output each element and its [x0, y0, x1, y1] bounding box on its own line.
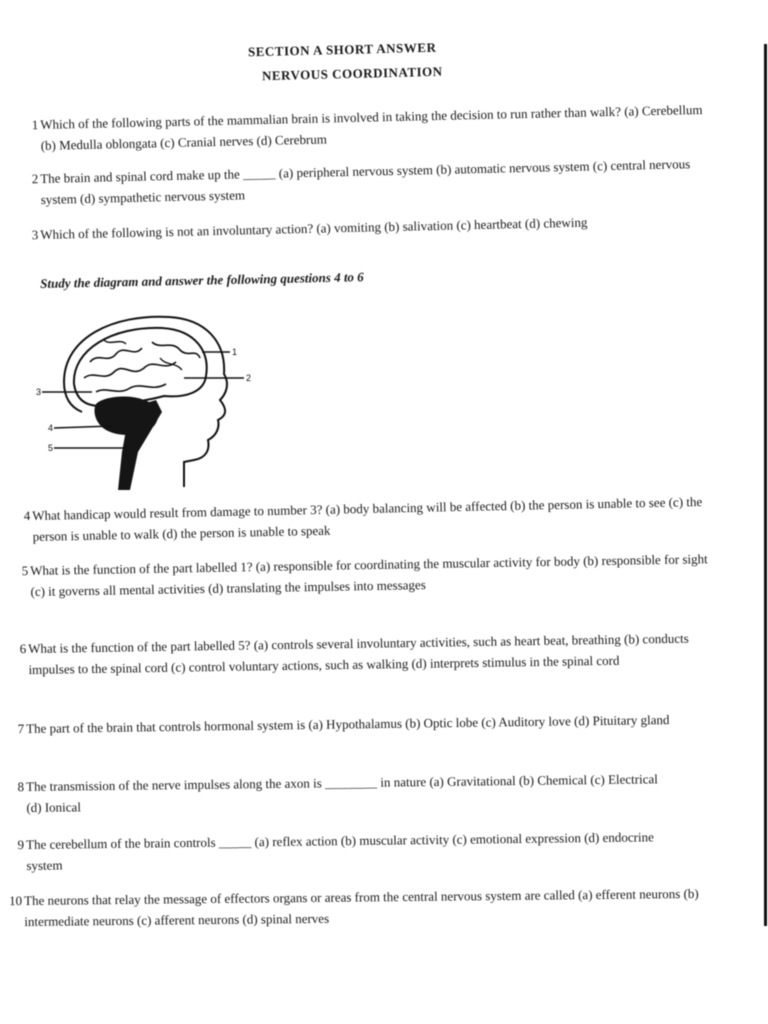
question-7 [17, 708, 716, 739]
question-2 [31, 153, 701, 210]
right-edge-line [764, 44, 767, 926]
question-text: The brain and spinal cord make up the _____ (a) peripheral nervous system (b) automatic nervous system (c) central nervous system (d) sympathetic nervous system [40, 156, 691, 207]
diagram-label-3: 3 [36, 387, 42, 397]
question-9 [17, 826, 666, 876]
diagram-label-1: 1 [232, 347, 238, 357]
diagram-instruction: Study the diagram and answer the following questions 4 to 6 [40, 269, 364, 291]
question-text: The neurons that relay the message of effectors organs or areas from the central nervous system are called (a) efferent neurons (b) intermediate neurons (c) afferent neurons (d) spinal nerves [24, 885, 699, 929]
question-text: The cerebellum of the brain controls _____ (a) reflex action (b) muscular activity (c) emotional expression (d) endocrine system [26, 829, 654, 873]
diagram-label-2: 2 [246, 373, 252, 383]
question-text: The transmission of the nerve impulses along the axon is ________ in nature (a) Gravitational (b) Chemical (c) Electrical (d) Ionical [26, 771, 658, 815]
question-5 [21, 548, 713, 602]
question-6 [19, 627, 717, 680]
question-number: 6 [19, 641, 27, 657]
question-number: 2 [31, 171, 39, 187]
section-title: SECTION A SHORT ANSWER [247, 39, 437, 60]
question-text: The part of the brain that controls hormonal system is (a) Hypothalamus (b) Optic lobe (c) Auditory love (d) Pituitary gland [26, 712, 670, 736]
diagram-label-4: 4 [48, 423, 54, 433]
question-number: 4 [23, 508, 31, 524]
question-text: What handicap would result from damage to number 3? (a) body balancing will be affected (b) the person is unable to see (c) the person is unable to walk (d) the person is unable to speak [32, 493, 703, 544]
topic-title: NERVOUS COORDINATION [261, 63, 443, 84]
question-4 [23, 491, 705, 547]
question-3 [31, 209, 690, 245]
question-text: Which of the following is not an involuntary action? (a) vomiting (b) salivation (c) heartbeat (d) chewing [40, 214, 588, 242]
question-number: 8 [17, 779, 25, 795]
question-text: Which of the following parts of the mammalian brain is involved in taking the decision to run rather than walk? (a) Cerebellum (b) Medulla oblongata (c) Cranial nerves (d) Cerebrum [40, 101, 703, 153]
question-8 [17, 768, 676, 818]
question-number: 5 [21, 563, 29, 579]
question-number: 9 [17, 837, 25, 853]
question-1 [31, 99, 711, 156]
cerebrum [74, 328, 207, 406]
question-number: 3 [31, 227, 39, 243]
brain-diagram [34, 312, 274, 492]
question-number: 7 [17, 721, 25, 737]
question-10 [9, 883, 704, 932]
question-number: 1 [31, 117, 39, 133]
question-text: What is the function of the part labelled 1? (a) responsible for coordinating the muscular activity for body (b) responsible for sight (c) it governs all mental activities (d) translating the impulses into messages [30, 551, 708, 599]
diagram-label-5: 5 [48, 443, 54, 453]
question-number: 10 [9, 893, 23, 909]
question-text: What is the function of the part labelled 5? (a) controls several involuntary activities, such as heart beat, breathing (b) conducts impulses to the spinal cord (c) control voluntary actions, such as walking (d) interprets stimulus in the spinal cord [28, 630, 689, 677]
